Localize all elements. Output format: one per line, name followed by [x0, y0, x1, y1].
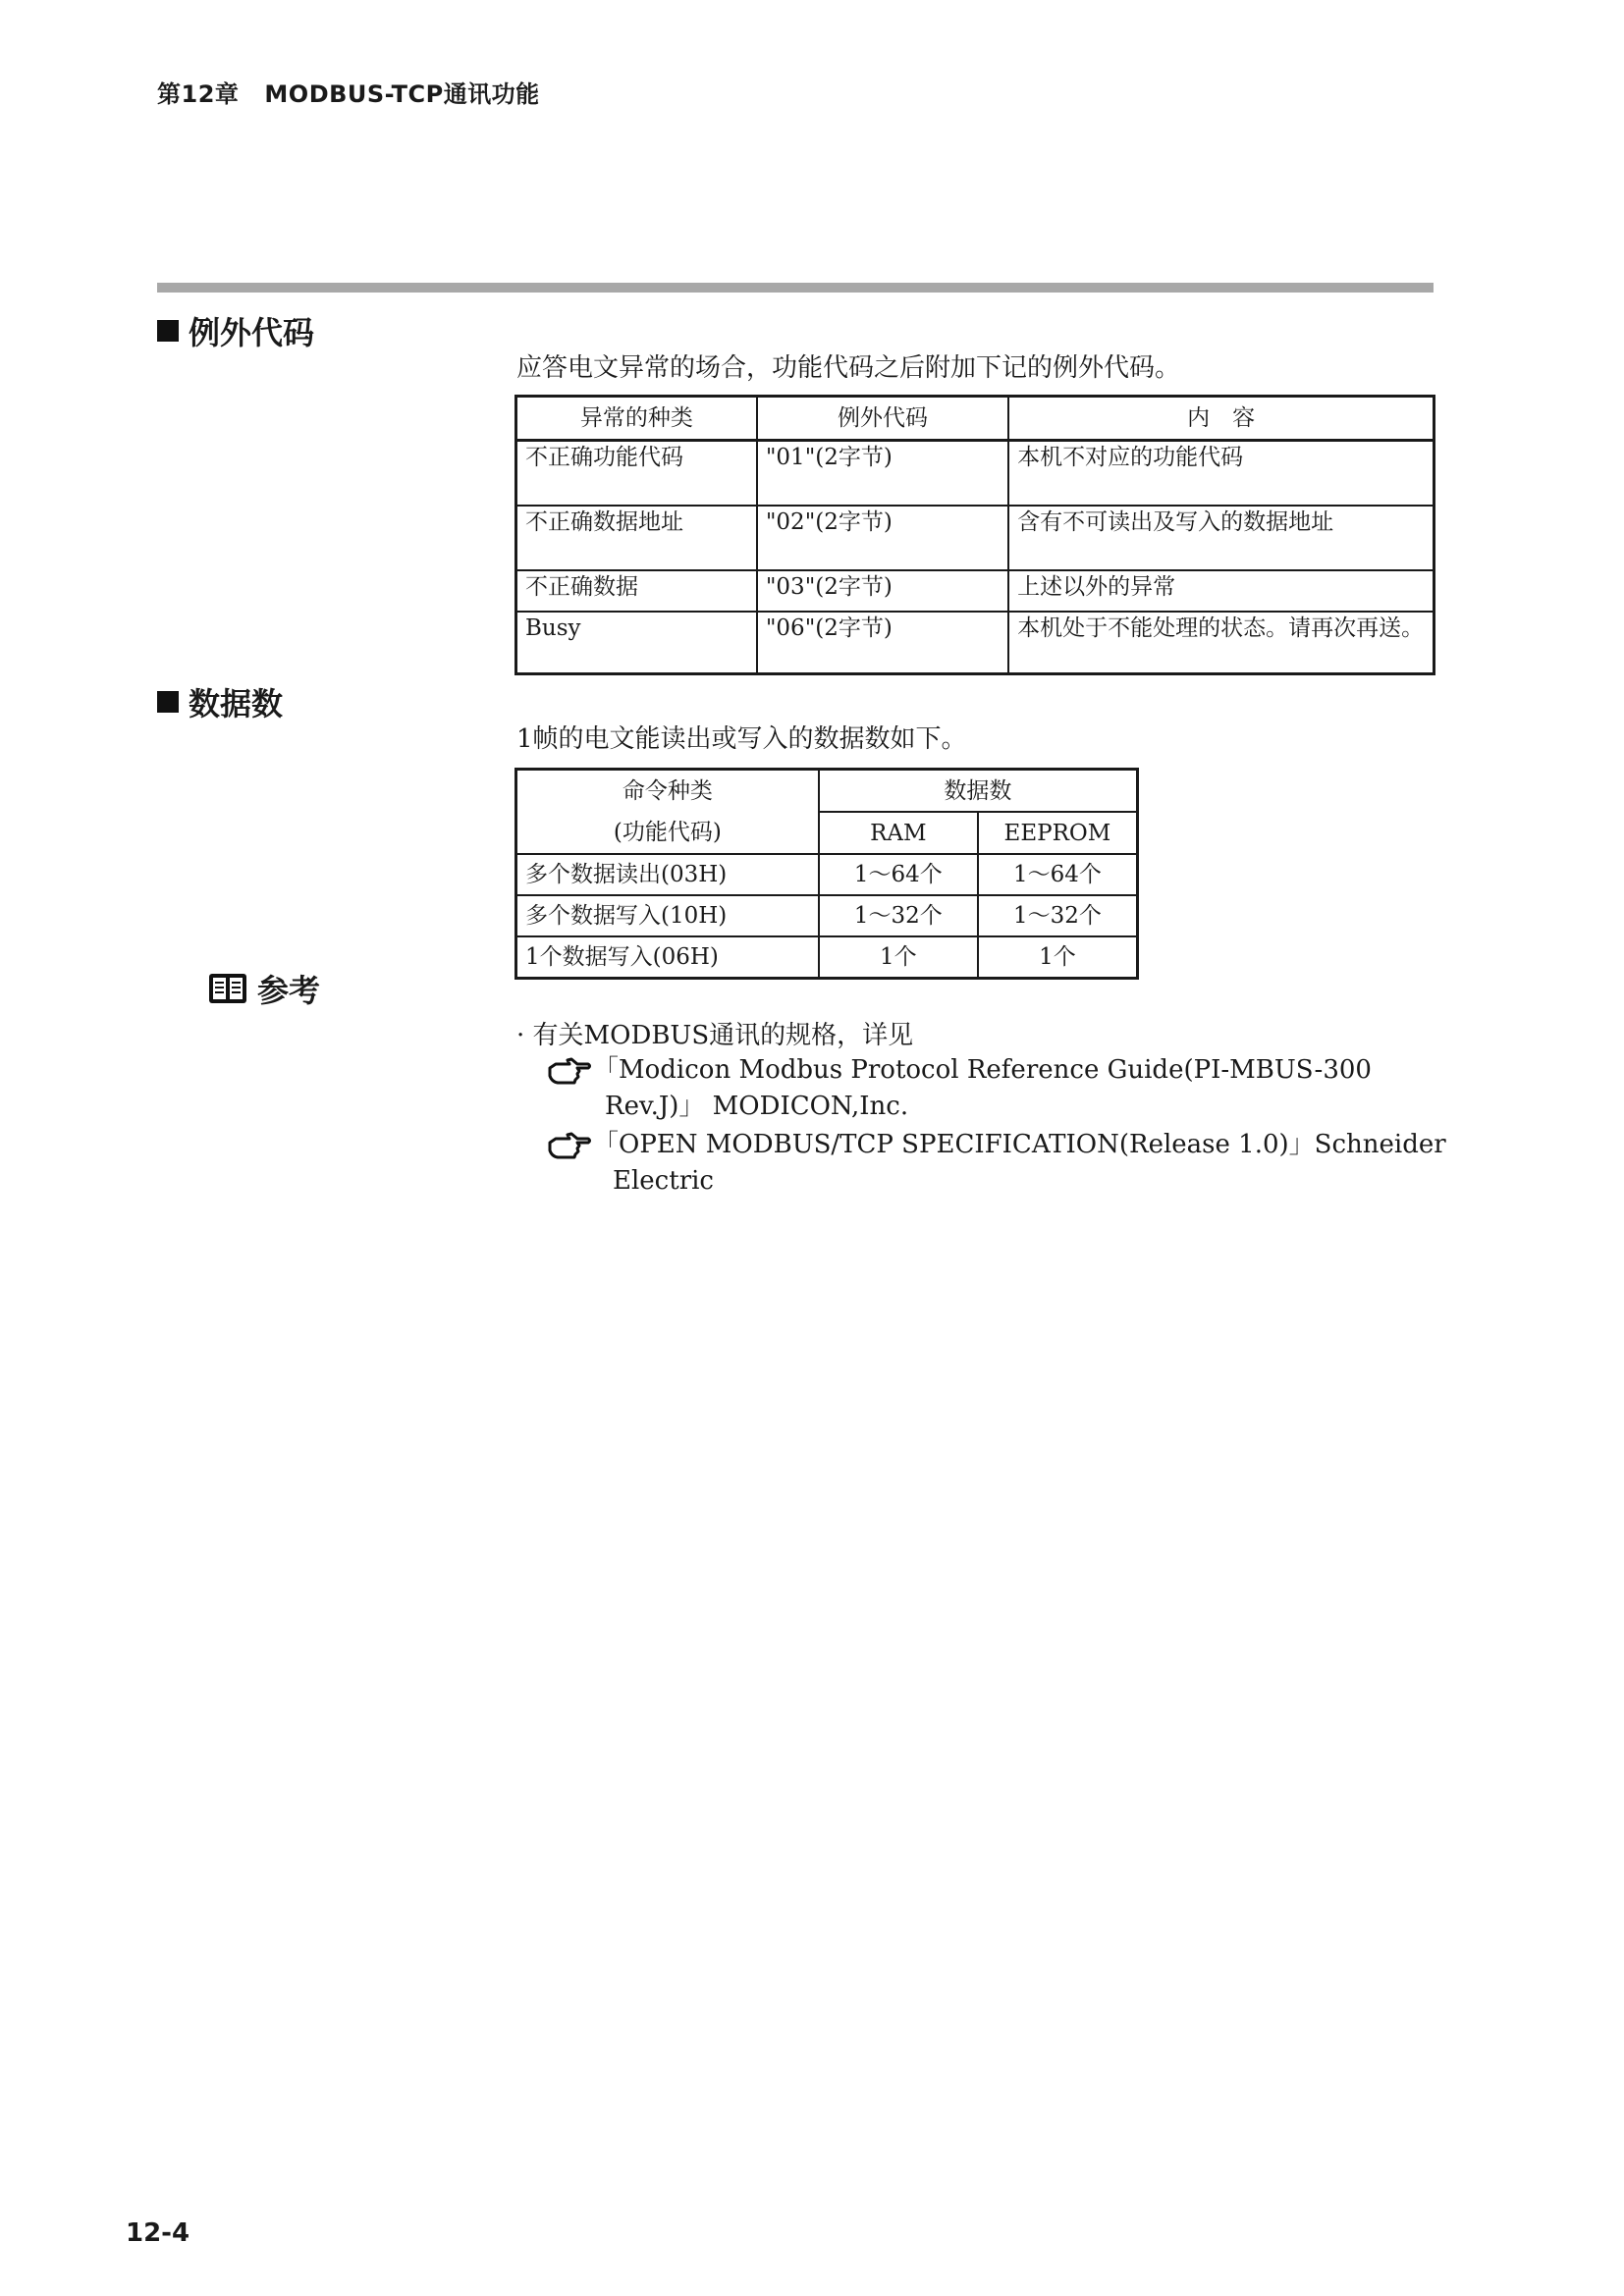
- section-title-data-count: 数据数: [157, 679, 283, 724]
- table-header-row: [516, 770, 1138, 813]
- exception-intro: 应答电文异常的场合，功能代码之后附加下记的例外代码。: [516, 353, 1181, 383]
- header-command: 命令种类 (功能代码): [516, 770, 819, 855]
- data-count-intro: 1帧的电文能读出或写入的数据数如下。: [516, 724, 967, 754]
- section-title-exception-codes: 例外代码: [157, 308, 314, 353]
- header-content: 内 容: [1008, 397, 1434, 441]
- table-header-row: [516, 397, 1435, 441]
- book-icon: [208, 972, 247, 1005]
- chapter-header: [157, 75, 540, 109]
- pointing-hand-icon: [546, 1056, 593, 1086]
- chapter-number: 第12章: [157, 80, 240, 108]
- reference-item: 「OPEN MODBUS/TCP SPECIFICATION(Release 1.0)」Schneider Electric: [546, 1127, 1446, 1200]
- page-number: 12-4: [126, 2218, 190, 2248]
- table-row: 多个数据写入(10H) 1～32个 1～32个: [516, 895, 1138, 936]
- table-row: 不正确数据 "03"(2字节) 上述以外的异常: [516, 570, 1435, 612]
- reference-bullet: · 有关MODBUS通讯的规格，详见: [516, 1021, 914, 1050]
- chapter-title: MODBUS-TCP通讯功能: [264, 80, 540, 108]
- table-row: 多个数据读出(03H) 1～64个 1～64个: [516, 854, 1138, 895]
- table-row: 不正确功能代码 "01"(2字节) 本机不对应的功能代码: [516, 441, 1435, 506]
- data-count-table: [514, 768, 1139, 980]
- section-divider: [157, 283, 1434, 293]
- reference-title: 参考: [208, 966, 320, 1011]
- reference-item: 「Modicon Modbus Protocol Reference Guide(PI-MBUS-300 Rev.J)」 MODICON,Inc.: [546, 1052, 1372, 1125]
- exception-code-table: [514, 395, 1435, 675]
- table-row: 1个数据写入(06H) 1个 1个: [516, 936, 1138, 979]
- header-type: 异常的种类: [516, 397, 757, 441]
- square-bullet-icon: [157, 691, 179, 713]
- pointing-hand-icon: [546, 1131, 593, 1160]
- header-data-count: 数据数: [819, 770, 1138, 813]
- table-row: Busy "06"(2字节) 本机处于不能处理的状态。请再次再送。: [516, 612, 1435, 674]
- square-bullet-icon: [157, 320, 179, 342]
- header-ram: RAM: [819, 812, 978, 854]
- header-eeprom: EEPROM: [978, 812, 1138, 854]
- header-code: 例外代码: [757, 397, 1008, 441]
- table-row: 不正确数据地址 "02"(2字节) 含有不可读出及写入的数据地址: [516, 506, 1435, 570]
